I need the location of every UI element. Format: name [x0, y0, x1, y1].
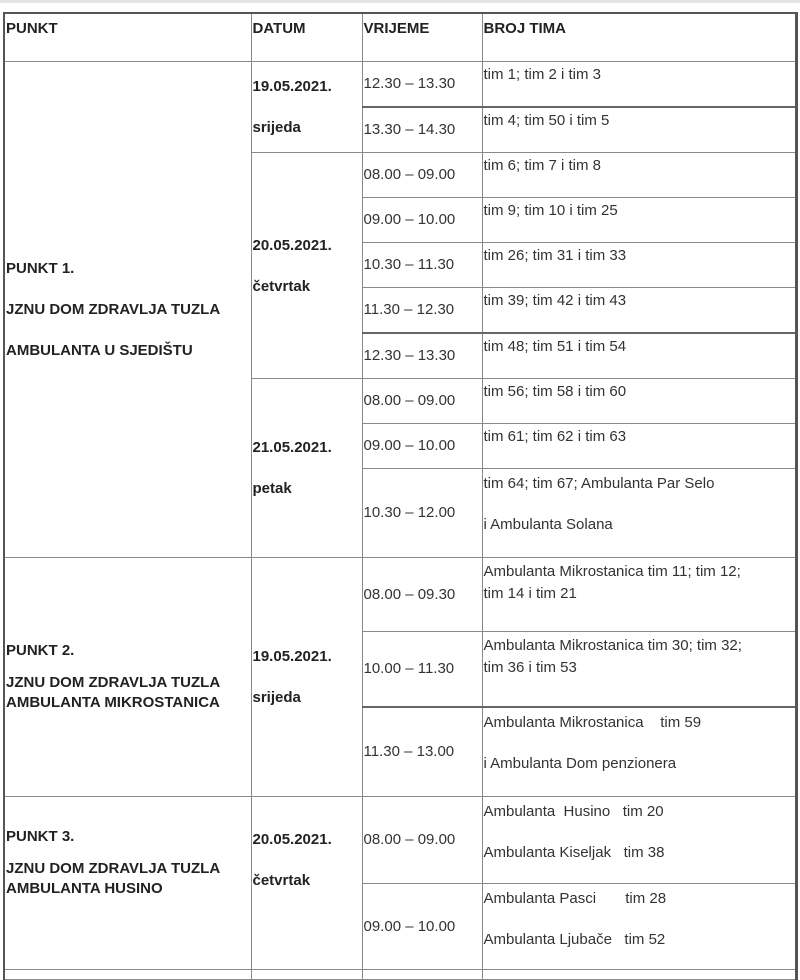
time-slot: 13.30 – 14.30	[362, 107, 482, 153]
team-line: Ambulanta Mikrostanica tim 30; tim 32;	[483, 637, 742, 654]
team-line: Ambulanta Pasci tim 28	[483, 890, 667, 907]
empty-cell	[251, 970, 362, 980]
team-list	[482, 62, 797, 108]
team-line: tim 6; tim 7 i tim 8	[483, 157, 602, 174]
time-slot: 12.30 – 13.30	[362, 333, 482, 379]
date: 20.05.2021.	[252, 831, 332, 848]
team-line: tim 36 i tim 53	[483, 659, 577, 676]
date: 19.05.2021.	[252, 648, 332, 665]
team-line: i Ambulanta Dom penzionera	[483, 755, 677, 772]
team-line: Ambulanta Mikrostanica tim 11; tim 12;	[483, 563, 741, 580]
table-row	[4, 62, 797, 108]
team-line: tim 9; tim 10 i tim 25	[483, 202, 618, 219]
team-list	[482, 153, 797, 198]
punkt-3-cell	[4, 797, 251, 970]
header-punkt: PUNKT	[4, 13, 251, 62]
time-slot: 11.30 – 12.30	[362, 288, 482, 334]
punkt-institution: JZNU DOM ZDRAVLJA TUZLA	[6, 674, 221, 691]
team-line: tim 1; tim 2 i tim 3	[483, 66, 602, 83]
time-slot: 08.00 – 09.00	[362, 797, 482, 884]
team-line: tim 14 i tim 21	[483, 585, 577, 602]
punkt-location: AMBULANTA MIKROSTANICA	[6, 694, 220, 711]
weekday: petak	[252, 480, 292, 497]
punkt-location: AMBULANTA U SJEDIŠTU	[6, 342, 193, 359]
header-row	[4, 13, 797, 62]
date-cell	[251, 153, 362, 379]
punkt-institution: JZNU DOM ZDRAVLJA TUZLA	[6, 301, 221, 318]
team-list	[482, 288, 797, 334]
team-list	[482, 797, 797, 884]
team-list	[482, 632, 797, 708]
team-line: tim 48; tim 51 i tim 54	[483, 338, 627, 355]
table-row	[4, 797, 797, 884]
team-list	[482, 424, 797, 469]
vaccination-schedule-table	[3, 12, 798, 980]
time-slot: 09.00 – 10.00	[362, 424, 482, 469]
time-slot: 10.30 – 12.00	[362, 469, 482, 558]
team-list	[482, 884, 797, 970]
weekday: četvrtak	[252, 872, 311, 889]
team-line: tim 64; tim 67; Ambulanta Par Selo	[483, 475, 715, 492]
team-line: i Ambulanta Solana	[483, 516, 613, 533]
table-row	[4, 558, 797, 632]
date: 20.05.2021.	[252, 236, 332, 254]
team-line: tim 56; tim 58 i tim 60	[483, 383, 627, 400]
punkt-location: AMBULANTA HUSINO	[6, 880, 163, 897]
date-cell	[251, 62, 362, 153]
team-list	[482, 469, 797, 558]
time-slot: 12.30 – 13.30	[362, 62, 482, 108]
punkt-institution: JZNU DOM ZDRAVLJA TUZLA	[6, 860, 221, 877]
team-line: tim 39; tim 42 i tim 43	[483, 292, 627, 309]
date: 19.05.2021.	[252, 78, 332, 95]
table-row-partial	[4, 970, 797, 980]
date-cell	[251, 379, 362, 558]
time-slot: 11.30 – 13.00	[362, 707, 482, 797]
team-line: Ambulanta Husino tim 20	[483, 803, 664, 820]
team-list	[482, 379, 797, 424]
team-list	[482, 243, 797, 288]
team-line: Ambulanta Mikrostanica tim 59	[483, 714, 702, 731]
punkt-1-cell	[4, 62, 251, 558]
team-line: tim 4; tim 50 i tim 5	[483, 112, 610, 129]
punkt-title: PUNKT 2.	[6, 642, 75, 659]
weekday: srijeda	[252, 119, 301, 136]
weekday: četvrtak	[252, 277, 311, 295]
time-slot: 09.00 – 10.00	[362, 884, 482, 970]
weekday: srijeda	[252, 689, 301, 706]
date-cell	[251, 797, 362, 970]
top-scroll-edge	[0, 0, 800, 3]
empty-cell	[482, 970, 797, 980]
time-slot: 08.00 – 09.00	[362, 153, 482, 198]
team-list	[482, 107, 797, 153]
punkt-2-cell	[4, 558, 251, 797]
date: 21.05.2021.	[252, 439, 332, 456]
time-slot: 10.30 – 11.30	[362, 243, 482, 288]
team-line: tim 61; tim 62 i tim 63	[483, 428, 627, 445]
team-list	[482, 198, 797, 243]
header-datum: DATUM	[251, 13, 362, 62]
header-broj-tima: BROJ TIMA	[482, 13, 797, 62]
team-line: Ambulanta Ljubače tim 52	[483, 931, 666, 948]
team-list	[482, 333, 797, 379]
time-slot: 10.00 – 11.30	[362, 632, 482, 708]
team-line: Ambulanta Kiseljak tim 38	[483, 844, 665, 861]
time-slot: 08.00 – 09.30	[362, 558, 482, 632]
time-slot: 09.00 – 10.00	[362, 198, 482, 243]
punkt-title: PUNKT 3.	[6, 828, 75, 845]
team-list	[482, 558, 797, 632]
team-list	[482, 707, 797, 797]
time-slot: 08.00 – 09.00	[362, 379, 482, 424]
empty-cell	[362, 970, 482, 980]
empty-cell	[4, 970, 251, 980]
team-line: tim 26; tim 31 i tim 33	[483, 247, 627, 264]
punkt-title: PUNKT 1.	[6, 260, 75, 277]
date-cell	[251, 558, 362, 797]
header-vrijeme: VRIJEME	[362, 13, 482, 62]
